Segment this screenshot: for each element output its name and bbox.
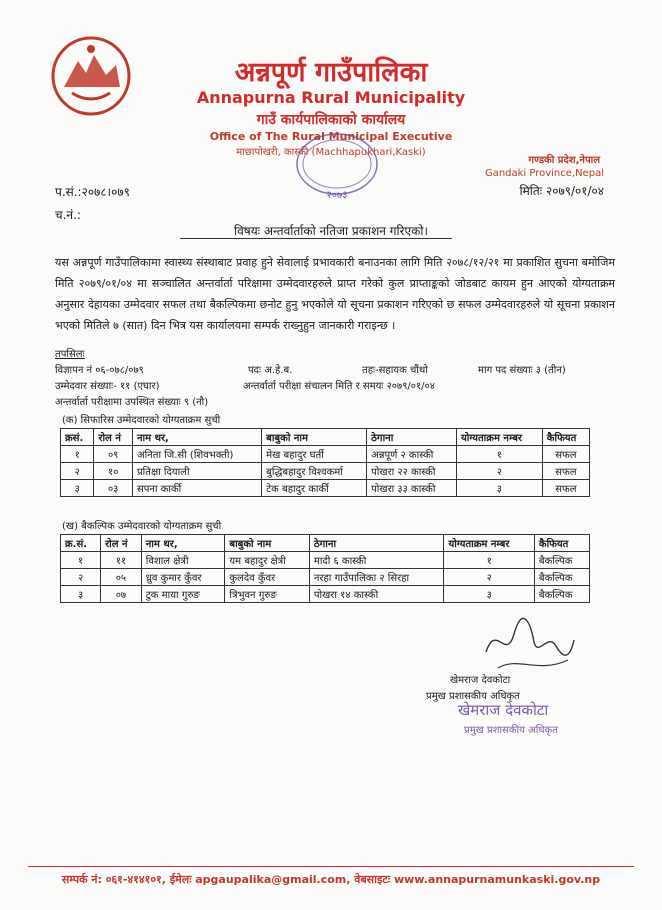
col-header: रोल नं [94,429,133,446]
cell: ०९ [94,446,133,463]
cell: २ [456,463,542,480]
name-stamp: खेमराज देवकोटा [458,701,549,719]
cell: १ [61,552,101,569]
table-row [61,446,590,463]
alternate-table [60,534,590,603]
province-np: गण्डकी प्रदेश,नेपाल [528,155,600,166]
cell: १ [444,552,534,569]
col-header: बाबुको नाम [225,535,310,552]
cell: मेख बहादुर घर्ती [262,446,367,463]
cell: मादी ६ कास्की [309,552,444,569]
cell: ३ [444,586,534,603]
col-header: योग्यताक्रम नम्बर [444,535,534,552]
col-header: कैफियत [534,535,589,552]
cell: सफल [542,446,589,463]
cell: त्रिभुवन गुरुङ [225,586,310,603]
table-row [61,586,590,603]
cell: अन्नपूर्ण २ कास्की [367,446,457,463]
table-row [61,552,590,569]
cell: यम बहादुर क्षेत्री [225,552,310,569]
cell: ३ [61,586,101,603]
cell: कुलदेव कुँवर [225,569,310,586]
table-row [61,480,590,497]
title-stamp: प्रमुख प्रशासकीय अधिकृत [464,725,558,736]
details-label: तपसिलः [55,349,85,360]
cell: २ [61,569,101,586]
cell: १ [456,446,542,463]
cell: पोखरा २२ कास्की [367,463,457,480]
col-header: नाम थर, [141,535,225,552]
cell: बैकल्पिक [534,586,589,603]
cell: नरहा गाउँपालिका २ सिरहा [309,569,444,586]
signatory-name: खेमराज देवकोटा [450,675,511,686]
demand-count: माग पद संख्याः ३ (तीन) [478,365,566,376]
cell: ०३ [94,480,133,497]
col-header: योग्यताक्रम नम्बर [456,429,542,446]
cell: ०५ [101,569,142,586]
col-header: क्रसं. [61,429,94,446]
ad-number: विज्ञापन नं ०६-०७८/०७९ [55,365,144,376]
cell: पोखरा १४ कास्की [309,586,444,603]
cell: १० [94,463,133,480]
cell: ११ [101,552,142,569]
cell: सफल [542,480,589,497]
cell: सपना कार्की [132,480,261,497]
cell: ३ [456,480,542,497]
dispatch-number: च.नं.: [55,208,81,222]
letter-number: प.सं.:२०७८।०७९ [55,185,130,199]
col-header: ठेगाना [309,535,444,552]
cell: ध्रुव कुमार कुँवर [141,569,225,586]
subject-underline [180,238,452,239]
notice-body: यस अन्नपूर्ण गाउँपालिकामा स्वास्थ्य संस्थाबाट प्रवाह हुने सेवालाई प्रभावकारी बनाउनका लागि मिति २०७८/१२/२१ मा प्रकाशित सुचना बमोजिम मिति २०७९/०१/०४ मा सञ्चालित अन्तर्वार्ता परिक्षामा उम्मेदवारहरुले प्राप्त गरेको कुल प्राप्ताङ्कको जोडबाट कायम हुन आएको योग्यताक्रम अनुसार देहायका उम्मेदवार सफल तथा बैकल्पिकमा छनोट हुनु भएकोले यो सूचना प्रकाशन गरिएको छ सफल उम्मेदवारहरुले यो सूचना प्रकाशन भएको मितिले ७ (सात) दिन भित्र यस कार्यालयमा सम्पर्क राख्नुहुन जानकारी गराइन्छ । [55,256,615,332]
handwritten-signature [478,612,578,674]
letter-date: मितिः २०७९/०१/०४ [519,184,604,198]
cell: अनिता जि.सी (शिवभक्ती) [132,446,261,463]
cell: ३ [61,480,94,497]
cell: बैकल्पिक [534,552,589,569]
col-header: नाम थर, [132,429,261,446]
cell: बैकल्पिक [534,569,589,586]
cell: ०७ [101,586,142,603]
municipality-title-en: Annapurna Rural Municipality [196,88,466,107]
col-header: क्र.सं. [61,535,101,552]
table-header-row [61,429,590,446]
cell: टेक बहादुर कार्की [262,480,367,497]
signatory-title: प्रमुख प्रशासकीय अधिकृत [426,691,520,702]
applicant-count: उम्मेदवार संख्याः- ११ (एघार) [55,381,160,392]
footer-divider [28,866,634,867]
col-header: कैफियत [542,429,589,446]
cell: विशाल क्षेत्री [141,552,225,569]
table-header-row [61,535,590,552]
cell: २ [444,569,534,586]
cell: १ [61,446,94,463]
interview-date: अन्तर्वार्ता परीक्षा संचालन मिति र समयः २०७९/०१/०४ [243,381,435,392]
office-title-en: Office of The Rural Municipal Executive [209,130,453,143]
office-stamp [292,130,382,202]
recommended-caption: (क) सिफारिस उम्मेदवारको योग्यताक्रम सुची [62,415,221,426]
post-name: पदः अ.हे.ब. [248,365,293,376]
col-header: ठेगाना [367,429,457,446]
office-title-np: गाउँ कार्यपालिकाको कार्यालय [256,112,406,128]
col-header: बाबुको नाम [262,429,367,446]
cell: बुद्धिबहादुर विश्वकर्मा [262,463,367,480]
col-header: रोल नं [101,535,142,552]
table-row [61,569,590,586]
subject: विषयः अन्तर्वार्ताको नतिजा प्रकाशन गरिएको। [234,224,428,238]
stamp-year: २०७३ [326,190,348,201]
office-address: माछापोखरी, कास्की (Machhapukhari,Kaski) [236,147,426,158]
recommended-table [60,428,590,497]
cell: २ [61,463,94,480]
contact-footer: सम्पर्क नं: ०६१-४१४१०१, ईमेलः apgaupalika@gmail.com, वेबसाइटः www.annapurnamunkaski.gov.np [61,873,601,886]
table-row [61,463,590,480]
present-count: अन्तर्वार्ता परीक्षामा उपस्थित संख्याः ९ (नौ) [55,397,209,408]
cell: पोखरा ३३ कास्की [367,480,457,497]
cell: प्रतिक्षा दियाली [132,463,261,480]
province-en: Gandaki Province,Nepal [484,168,604,179]
cell: टुक माया गुरुङ [141,586,225,603]
post-level: तहः-सहायक चौंथो [362,365,428,376]
alternate-caption: (ख) बैकल्पिक उम्मेदवारको योग्यताक्रम सुची [62,521,222,532]
cell: सफल [542,463,589,480]
municipality-title-np: अन्नपूर्ण गाउँपालिका [234,57,428,88]
